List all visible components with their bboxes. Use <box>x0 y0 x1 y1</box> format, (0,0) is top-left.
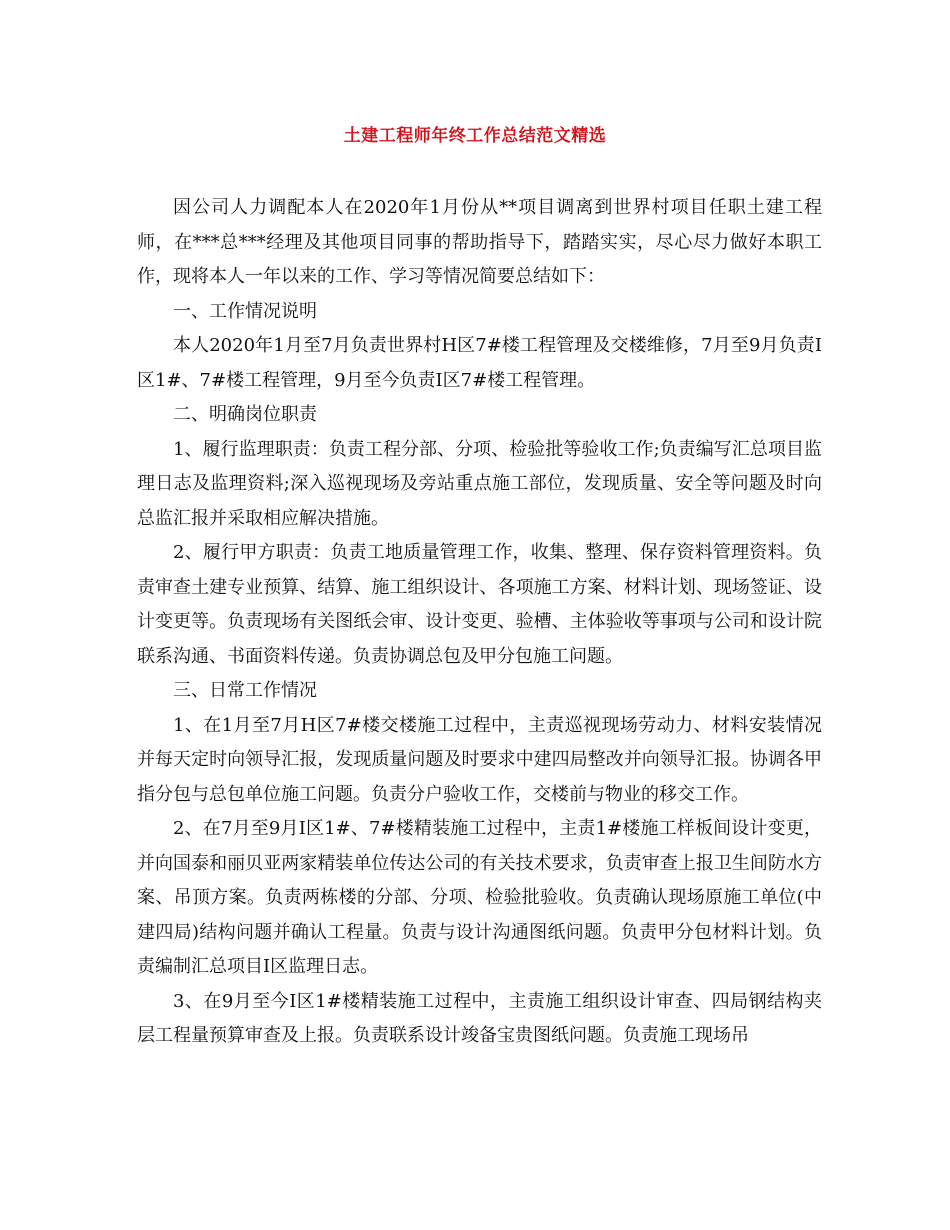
section-heading-work-overview: 一、工作情况说明 <box>173 300 317 322</box>
paragraph-intro: 因公司人力调配本人在2020年1月份从**项目调离到世界村项目任职土建工程师，在***总***经理及其他项目同事的帮助指导下，踏踏实实，尽心尽力做好本职工作，现将本人一年以来的工作、学习等情况简要总结如下： <box>137 197 822 287</box>
paragraph-daily-work-3: 3、在9月至今I区1#楼精装施工过程中，主责施工组织设计审查、四局钢结构夹层工程量预算审查及上报。负责联系设计竣备宝贵图纸问题。负责施工现场吊 <box>137 990 822 1046</box>
paragraph-work-overview: 本人2020年1月至7月负责世界村H区7#楼工程管理及交楼维修，7月至9月负责I区1#、7#楼工程管理，9月至今负责I区7#楼工程管理。 <box>137 335 822 391</box>
paragraph-duty-supervision: 1、履行监理职责：负责工程分部、分项、检验批等验收工作;负责编写汇总项目监理日志及监理资料;深入巡视现场及旁站重点施工部位，发现质量、安全等问题及时向总监汇报并采取相应解决措施。 <box>137 438 822 529</box>
document-body <box>137 191 822 1054</box>
paragraph-daily-work-1: 1、在1月至7月H区7#楼交楼施工过程中，主责巡视现场劳动力、材料安装情况并每天定时向领导汇报，发现质量问题及时要求中建四局整改并向领导汇报。协调各甲指分包与总包单位施工问题。负责分户验收工作，交楼前与物业的移交工作。 <box>137 714 822 805</box>
section-heading-duties: 二、明确岗位职责 <box>173 404 317 425</box>
document-title: 土建工程师年终工作总结范文精选 <box>343 126 607 146</box>
paragraph-daily-work-2: 2、在7月至9月I区1#、7#楼精装施工过程中，主责1#楼施工样板间设计变更，并向国泰和丽贝亚两家精装单位传达公司的有关技术要求，负责审查上报卫生间防水方案、吊顶方案。负责两栋楼的分部、分项、检验批验收。负责确认现场原施工单位(中建四局)结构问题并确认工程量。负责与设计沟通图纸问题。负责甲分包材料计划。负责编制汇总项目I区监理日志。 <box>137 818 822 977</box>
paragraph-duty-owner: 2、履行甲方职责：负责工地质量管理工作，收集、整理、保存资料管理资料。负责审查土建专业预算、结算、施工组织设计、各项施工方案、材料计划、现场签证、设计变更等。负责现场有关图纸会审、设计变更、验槽、主体验收等事项与公司和设计院联系沟通、书面资料传递。负责协调总包及甲分包施工问题。 <box>137 542 822 667</box>
section-heading-daily-work: 三、日常工作情况 <box>173 680 317 701</box>
